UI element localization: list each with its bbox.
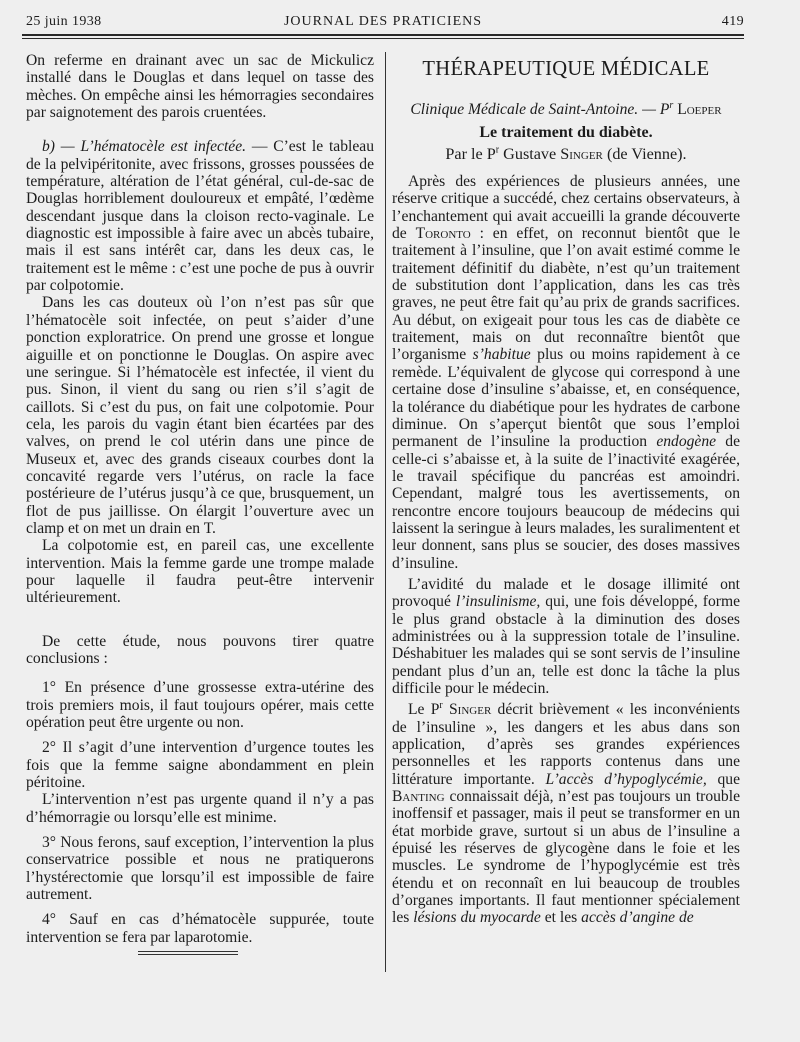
- text: lésions du myocarde: [413, 909, 541, 927]
- text: décrit brièvement « les inconvénients de l’insuline », les dangers et les abus dans son application, d’après ses grandes expériences personnelles et les rapports contenus dans une littérature importante.: [392, 701, 740, 788]
- text: L’accès d’hypoglycémie,: [545, 770, 707, 788]
- subheading-infected: b) — L’hématocèle est infectée.: [42, 138, 247, 156]
- clinic-line: [392, 101, 740, 118]
- text: et les: [540, 909, 582, 927]
- text: connaissait déjà, n’est pas toujours un trouble inoffensif et passager, mais il peut se transformer en un état morbide grave, surtout si un abus de l’insuline a épuisé les réserves de glycogène dans le foie et les muscles. Le syndrome de l’hypoglycémie est très étendu et on reconnaît en lui beaucoup de troubles d’organes importants. Il faut mentionner spécialement les: [392, 788, 740, 927]
- author-last-name: Singer: [560, 144, 603, 163]
- conclusion-1: 1° En présence d’une grossesse extra-utérine des trois premiers mois, il faut toujours opérer, mais cette opération peut être urgente ou non.: [26, 679, 374, 732]
- text: que: [706, 770, 740, 788]
- text: Toronto: [415, 225, 471, 243]
- right-column: [392, 55, 740, 927]
- clinic-name: Clinique Médicale de Saint-Antoine. — P: [410, 101, 670, 118]
- journal-title: JOURNAL DES PRATICIENS: [283, 14, 483, 29]
- author-origin: (de Vienne).: [602, 144, 687, 163]
- superscript: r: [439, 700, 443, 712]
- text: Singer: [449, 701, 492, 719]
- conclusion-2: 2° Il s’agit d’une intervention d’urgence toutes les fois que la femme saigne abondamment en plein péritoine.: [26, 739, 374, 792]
- paragraph: Dans les cas douteux où l’on n’est pas sûr que l’hématocèle soit infectée, on peut s’aider d’une ponction exploratrice. On prend une grosse et longue aiguille et on ponctionne le Douglas. On aspire avec une seringue. Si l’hématocèle est infectée, il vient du pus. Sinon, il vient du sang ou rien s’il s’agit de caillots. Si c’est du pus, on fait une colpotomie. Pour cela, les parois du vagin étant bien écartées par des valves, on prend le col utérin dans une pince de Museux et, avec des grands ciseaux courbes dont la concavité regarde vers l’utérus, on racle la face postérieure de l’utérus jusqu’à ce que, brusquement, un flot de pus jaillisse. On élargit l’ouverture avec un clamp et on met un drain en T.: [26, 294, 374, 537]
- text: s’habitue: [472, 346, 531, 364]
- text: Après des expériences de plusieurs années, une réserve critique a succédé, chez certains observateurs, à l’enchantement qui avait accueilli la grande découverte de: [392, 173, 740, 243]
- paragraph: La colpotomie est, en pareil cas, une excellente intervention. Mais la femme garde une trompe malade pour laquelle il faudra peut-être intervenir ultérieurement.: [26, 537, 374, 607]
- paragraph: De cette étude, nous pouvons tirer quatre conclusions :: [26, 632, 374, 667]
- left-column: [26, 52, 374, 946]
- text: plus ou moins rapidement à ce remède. L’équivalent de glycose qui correspond à une certaine dose d’insuline s’abaisse, et, en conséquence, la tolérance du diabétique pour les hydrates de carbone diminue. On s’aperçut bientôt que sous l’emploi permanent de l’insuline la production: [392, 346, 740, 451]
- column-divider: [385, 52, 386, 972]
- page-number: 419: [721, 14, 744, 29]
- author-line: [392, 146, 740, 163]
- issue-date: 25 juin 1938: [26, 14, 102, 29]
- paragraph: [26, 138, 374, 294]
- paragraph-text: — C’est le tableau de la pelvipéritonite, avec frissons, grosses poussées de température, altération de l’état général, cul-de-sac de Douglas horriblement douloureux et empâté, l’œdème descendant jusque dans la cloison recto-vaginale. Le diagnostic est impossible à faire avec un abcès tubaire, mais il est sans intérêt car, dans les deux cas, le traitement est le même : c’est une poche de pus à ouvrir par colpotomie.: [26, 138, 374, 295]
- superscript: r: [669, 99, 674, 111]
- paragraph: On referme en drainant avec un sac de Mickulicz installé dans le Douglas et dans lequel on tasse des mèches. On empêche ainsi les hémorragies secondaires par saignotement des parois cruentées.: [26, 52, 374, 122]
- header-rule: [22, 34, 744, 39]
- article-end-rule: [138, 951, 238, 955]
- author-first-name: Gustave: [499, 144, 561, 163]
- text: l’insulinisme,: [455, 593, 541, 611]
- paragraph: L’intervention n’est pas urgente quand il n’y a pas d’hémorragie ou lorsqu’elle est minime.: [26, 791, 374, 826]
- section-title: THÉRAPEUTIQUE MÉDICALE: [422, 56, 710, 80]
- text: : en effet, on reconnut bientôt que le traitement à l’insuline, que l’on avait estimé comme le traitement définitif du diabète, n’est qu’un traitement de substitution dont l’application, dans les cas très graves, ne peut être fait qu’au prix de grands sacrifices. Au début, on exigeait pour tous les cas de diabète ce traitement, mais on dut reconnaître bientôt que l’organisme: [392, 225, 740, 364]
- conclusion-4: 4° Sauf en cas d’hématocèle suppurée, toute intervention se fera par laparotomie.: [26, 911, 374, 946]
- text: accès d’angine de: [581, 909, 694, 927]
- professor-name: Loeper: [677, 101, 722, 118]
- text: de celle-ci s’abaisse et, à la suite de l’inactivité exagérée, le travail spécifique du pancréas est amoindri. Cependant, malgré tous les avertissements, on rencontre encore toujours beaucoup de médecins qui laissent la seringue à leurs malades, les suralimentent et leur donnent, sans plus se soucier, des doses massives d’insuline.: [392, 433, 740, 572]
- text: Banting: [392, 788, 445, 806]
- author-prefix: Par le P: [445, 144, 496, 163]
- paragraph: [392, 173, 740, 572]
- conclusion-3: 3° Nous ferons, sauf exception, l’intervention la plus conservatrice possible et nous ne pratiquerons l’hystérectomie que lorsqu’il est impossible de faire autrement.: [26, 834, 374, 904]
- page-header: [22, 12, 744, 34]
- text: Le P: [408, 701, 440, 719]
- text: L’avidité du malade et le dosage illimité ont provoqué: [392, 575, 740, 611]
- superscript: r: [495, 144, 500, 156]
- article-title: Le traitement du diabète.: [479, 124, 653, 142]
- paragraph: [392, 576, 740, 697]
- paragraph: [392, 701, 740, 926]
- text: endogène: [656, 433, 717, 451]
- text: qui, une fois développé, forme le plus grand obstacle à la diminution des doses administrées ou à la suppression totale de l’insuline. Déshabituer les malades qui se sont servis de l’insuline pendant plus d’un an, telle est donc la tâche la plus difficile pour le médecin.: [392, 593, 740, 697]
